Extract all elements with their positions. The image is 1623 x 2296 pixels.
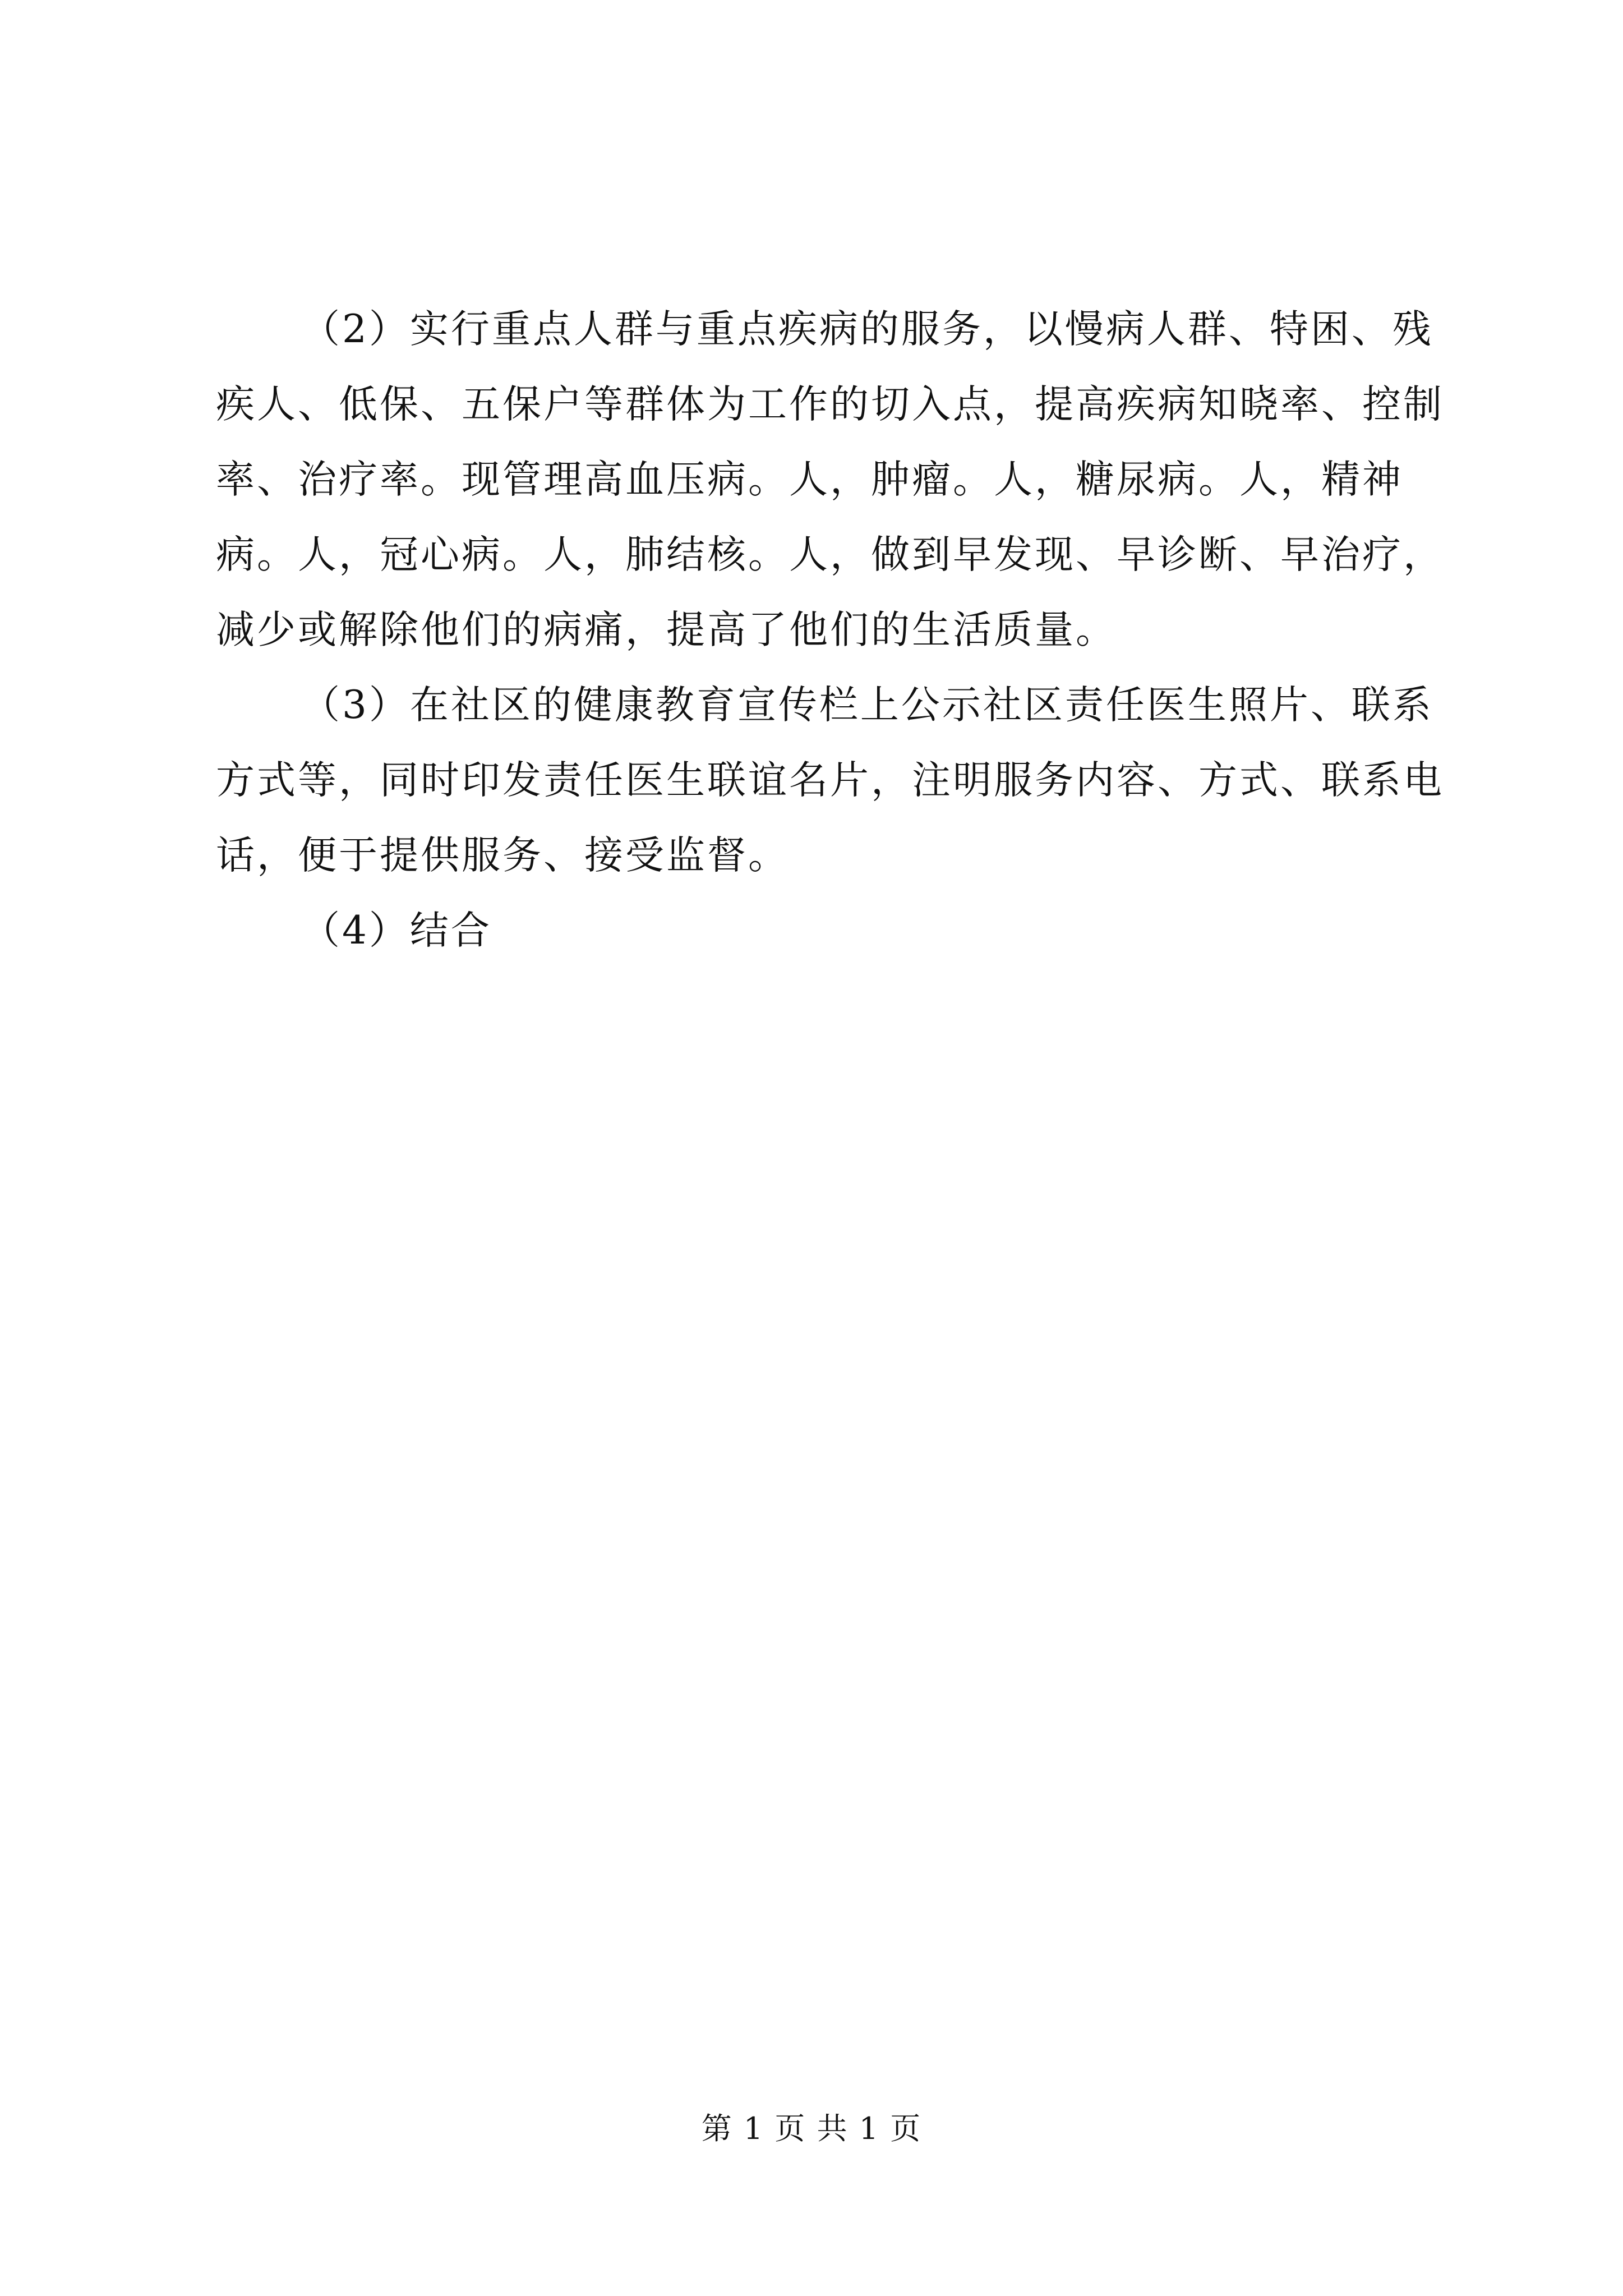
paragraph-3: （3）在社区的健康教育宣传栏上公示社区责任医生照片、联系方式等，同时印发责任医生联谊名片，注明服务内容、方式、联系电话，便于提供服务、接受监督。 (216, 683, 1444, 878)
paragraph-4: （4）结合 (301, 908, 492, 953)
document-body (216, 292, 1472, 968)
page-footer: 第 1 页 共 1 页 (701, 2111, 922, 2146)
paragraph-2: （2）实行重点人群与重点疾病的服务，以慢病人群、特困、残疾人、低保、五保户等群体为工作的切入点，提高疾病知晓率、控制率、治疗率。现管理高血压病。人，肿瘤。人，糖尿病。人，精神病。人，冠心病。人，肺结核。人，做到早发现、早诊断、早治疗，减少或解除他们的病痛，提高了他们的生活质量。 (216, 307, 1444, 652)
